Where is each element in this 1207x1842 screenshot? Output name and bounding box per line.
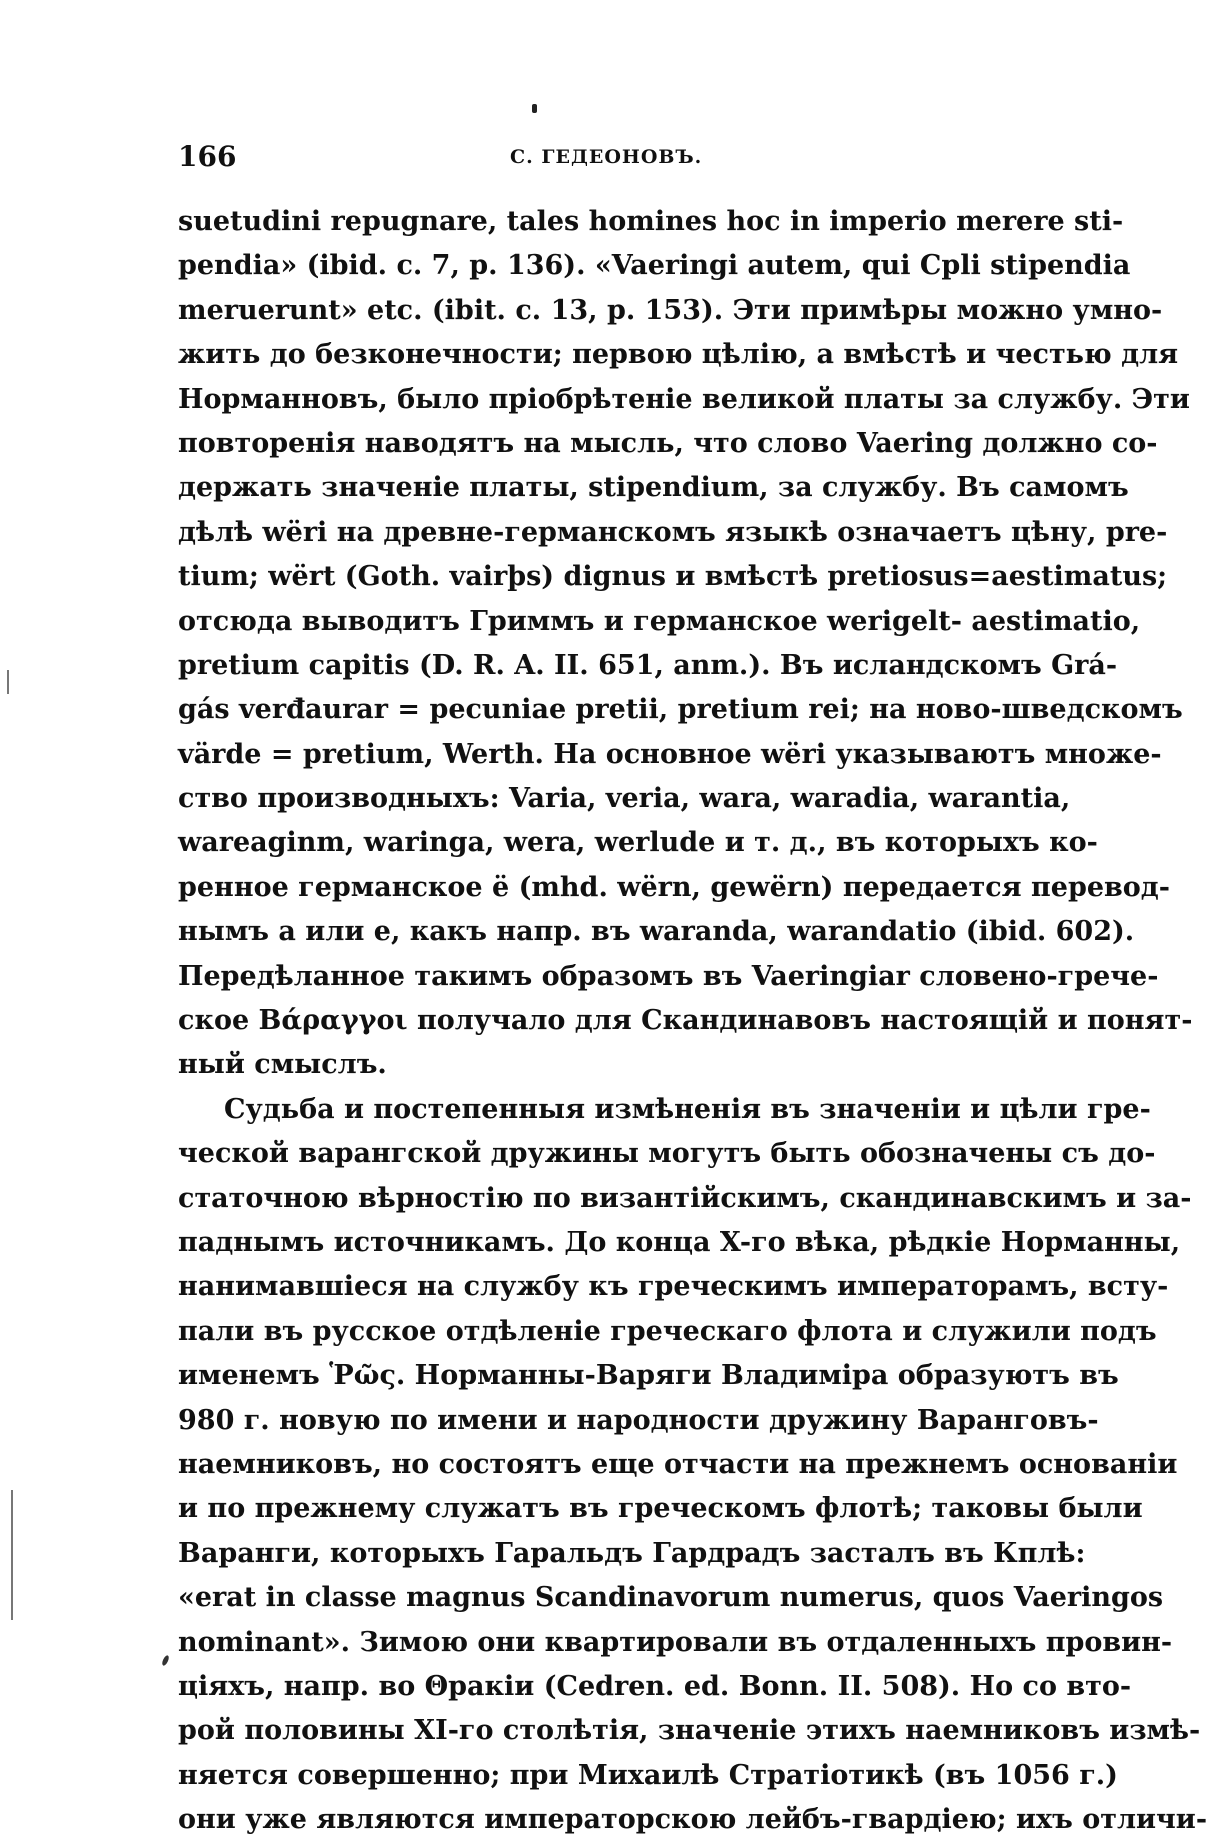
paragraph-1: [178, 200, 1193, 1088]
text-line: пали въ русское отдѣленіе греческаго флота и служили подъ: [178, 1315, 1157, 1347]
text-line: отсюда выводитъ Гриммъ и германское werigelt- aestimatio,: [178, 605, 1141, 637]
text-line: tium; wërt (Goth. vairþs) dignus и вмѣстѣ pretiosus=aestimatus;: [178, 561, 1168, 593]
text-line: Варанги, которыхъ Гаральдъ Гардрадъ засталъ въ Кплѣ:: [178, 1537, 1086, 1569]
text-line: wareaginm, waringa, wera, werlude и т. д., въ которыхъ ко-: [178, 827, 1098, 859]
text-line: ское Βάραγγοι получало для Скандинавовъ настоящій и понят-: [178, 1005, 1193, 1037]
text-line: meruerunt» etc. (ibit. c. 13, p. 153). Эти примѣры можно умно-: [178, 294, 1163, 326]
text-line: gás verđaurar = pecuniae pretii, pretium rei; на ново-шведскомъ: [178, 694, 1183, 726]
text-line: Норманновъ, было пріобрѣтеніе великой платы за службу. Эти: [178, 383, 1190, 415]
text-line: «erat in classe magnus Scandinavorum numerus, quos Vaeringos: [178, 1582, 1164, 1614]
text-line: повторенія наводятъ на мысль, что слово Vaering должно со-: [178, 427, 1158, 459]
text-line: они уже являются императорскою лейбъ-гвардіею; ихъ отличи-: [178, 1804, 1207, 1836]
running-head: С. ГЕДЕОНОВЪ.: [510, 146, 703, 168]
text-line: статочною вѣрностію по византійскимъ, скандинавскимъ и за-: [178, 1182, 1192, 1214]
text-line: держать значеніе платы, stipendium, за службу. Въ самомъ: [178, 472, 1129, 504]
paragraph-2: [178, 1088, 1207, 1842]
text-line: pendia» (ibid. c. 7, p. 136). «Vaeringi autem, qui Cpli stipendia: [178, 250, 1131, 282]
body-text: [178, 200, 1207, 1842]
text-line: ренное германское ë (mhd. wërn, gewërn) передается перевод-: [178, 871, 1170, 903]
text-line: нымъ а или е, какъ напр. въ waranda, warandatio (ibid. 602).: [178, 916, 1135, 948]
text-line: ческой варангской дружины могутъ быть обозначены съ до-: [178, 1138, 1156, 1170]
text-line: жить до безконечности; первою цѣлію, а вмѣстѣ и честью для: [178, 339, 1179, 371]
text-line: nominant». Зимою они квартировали въ отдаленныхъ провин-: [178, 1626, 1173, 1658]
text-line: ный смыслъ.: [178, 1049, 387, 1081]
text-line: дѣлѣ wëri на древне-германскомъ языкѣ означаетъ цѣну, pre-: [178, 516, 1168, 548]
text-line: ціяхъ, напр. во Θракіи (Cedren. ed. Bonn. II. 508). Но со вто-: [178, 1670, 1132, 1702]
text-line: паднымъ источникамъ. До конца X-го вѣка, рѣдкіе Норманны,: [178, 1226, 1181, 1258]
text-line: Передѣланное такимъ образомъ въ Vaeringiar словено-грече-: [178, 960, 1159, 992]
text-line: suetudini repugnare, tales homines hoc in imperio merere sti-: [178, 206, 1124, 237]
text-line: pretium capitis (D. R. A. II. 651, anm.). Въ исландскомъ Grá-: [178, 649, 1118, 681]
text-line: 980 г. новую по имени и народности дружину Варанговъ-: [178, 1404, 1099, 1436]
margin-scan-mark: [7, 670, 9, 694]
text-line: Судьба и постепенныя измѣненія въ значеніи и цѣли гре-: [224, 1093, 1151, 1125]
text-line: värde = pretium, Werth. На основное wëri указываютъ множе-: [178, 738, 1162, 770]
text-line: и по прежнему служатъ въ греческомъ флотѣ; таковы были: [178, 1493, 1143, 1525]
text-line: няется совершенно; при Михаилѣ Стратіотикѣ (въ 1056 г.): [178, 1759, 1118, 1791]
margin-scan-mark: [11, 1490, 13, 1620]
page-header: [178, 140, 1028, 180]
printer-mark: [532, 104, 537, 113]
page-number: 166: [178, 140, 237, 173]
text-line: ство производныхъ: Varia, veria, wara, waradia, warantia,: [178, 783, 1071, 815]
text-line: рой половины XI-го столѣтія, значеніе этихъ наемниковъ измѣ-: [178, 1715, 1201, 1747]
text-line: именемъ Ῥῶς. Норманны-Варяги Владиміра образуютъ въ: [178, 1360, 1119, 1392]
text-line: нанимавшіеся на службу къ греческимъ императорамъ, всту-: [178, 1271, 1169, 1303]
ink-speck: [161, 1654, 170, 1666]
text-line: наемниковъ, но состоятъ еще отчасти на прежнемъ основаніи: [178, 1448, 1178, 1480]
